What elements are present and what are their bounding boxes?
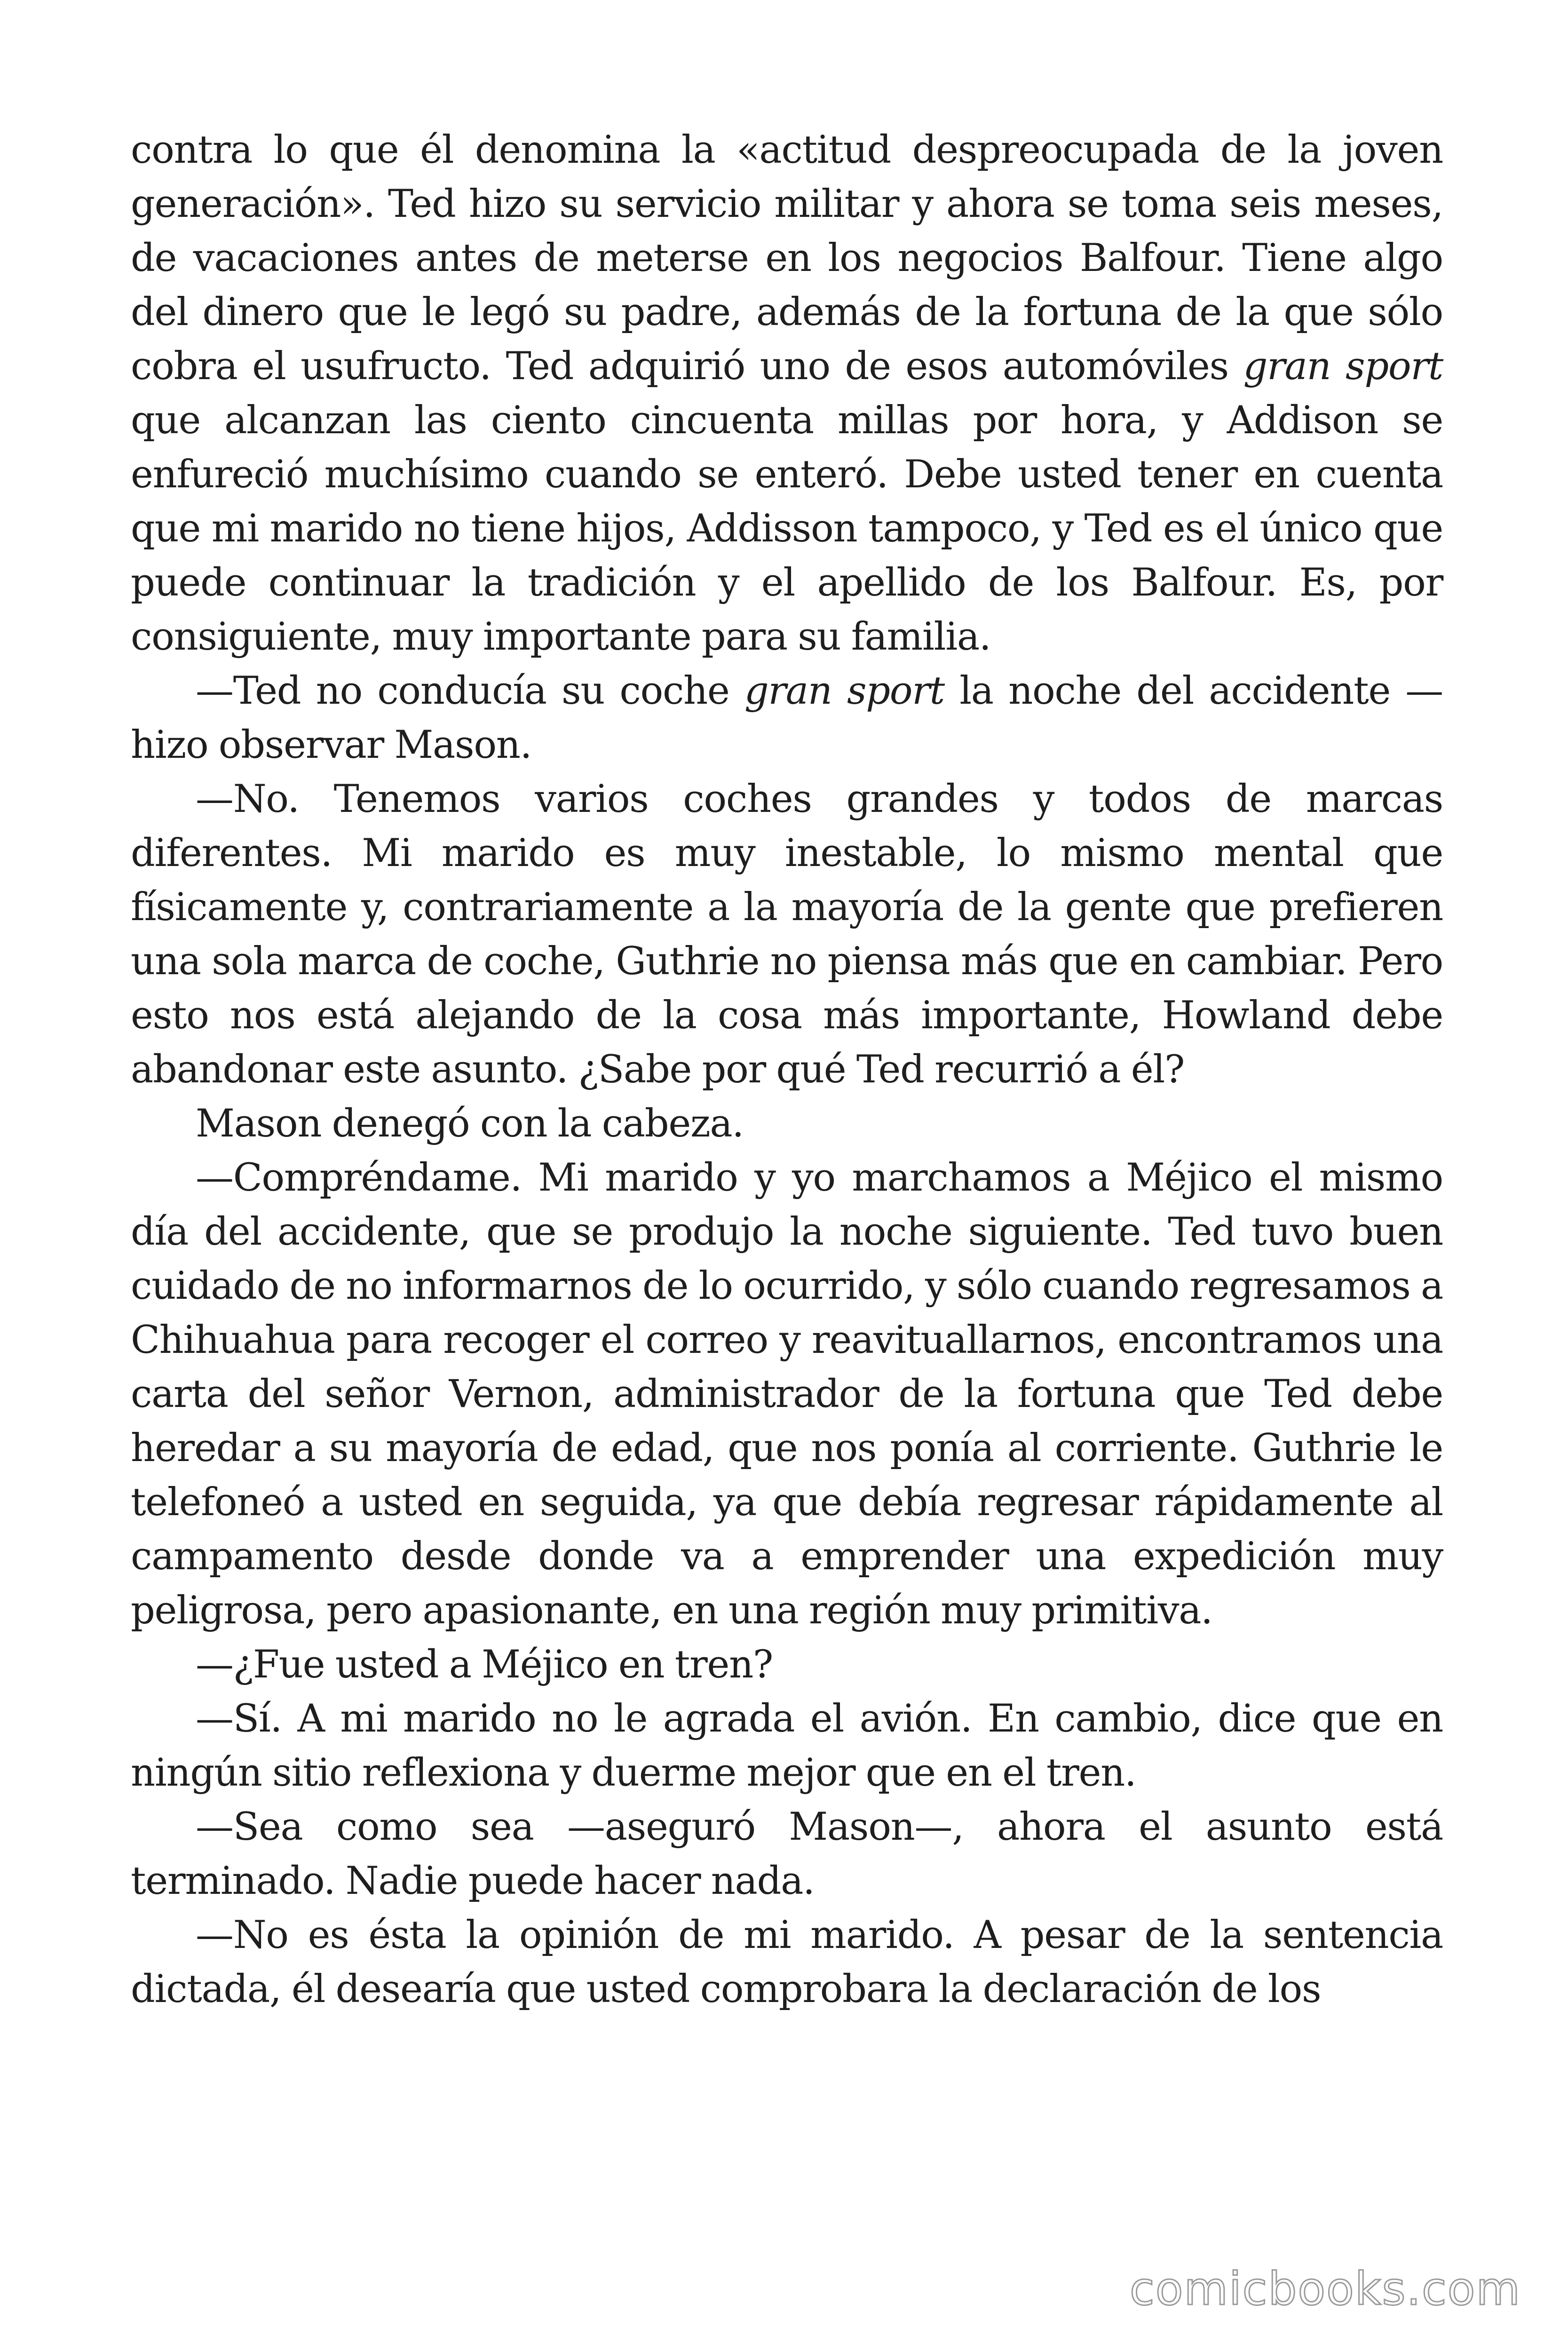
paragraph-6: [131, 1638, 1443, 1692]
paragraph-2: [131, 664, 1443, 772]
paragraph-1-text-a: contra lo que él denomina la «actitud despreocupada de la joven generación». Ted hizo su servicio militar y ahora se toma seis meses, de vacaciones antes de meterse en los negocios Balfour. Tiene algo del dinero que le legó su padre, además de la fortuna de la que sólo cobra el usufructo. Ted adquirió uno de esos automóviles: [131, 128, 1443, 389]
paragraph-1-italic-gran-sport: gran sport: [1243, 344, 1443, 389]
paragraph-7: [131, 1692, 1443, 1800]
paragraph-9-text: —No es ésta la opinión de mi marido. A pesar de la sentencia dictada, él desearía que usted comprobara la declaración de los: [131, 1913, 1443, 2011]
paragraph-2-text-a: —Ted no conducía su coche: [196, 669, 744, 713]
paragraph-1: [131, 123, 1443, 664]
paragraph-4-text: Mason denegó con la cabeza.: [196, 1102, 744, 1146]
paragraph-8: [131, 1800, 1443, 1908]
paragraph-5-text: —Compréndame. Mi marido y yo marchamos a Méjico el mismo día del accidente, que se produjo la noche siguiente. Ted tuvo buen cuidado de no informarnos de lo ocurrido, y sólo cuando regresamos a Chihuahua para recoger el correo y reavituallarnos, encontramos una carta del señor Vernon, administrador de la fortuna que Ted debe heredar a su mayoría de edad, que nos ponía al corriente. Guthrie le telefoneó a usted en seguida, ya que debía regresar rápidamente al campamento desde donde va a emprender una expedición muy peligrosa, pero apasionante, en una región muy primitiva.: [131, 1156, 1443, 1633]
watermark-text: comicbooks.com: [1129, 2263, 1521, 2315]
paragraph-1-text-b: que alcanzan las ciento cincuenta millas por hora, y Addison se enfureció muchísimo cuando se enteró. Debe usted tener en cuenta que mi marido no tiene hijos, Addisson tampoco, y Ted es el único que puede continuar la tradición y el apellido de los Balfour. Es, por consiguiente, muy importante para su familia.: [131, 398, 1443, 659]
paragraph-8-text: —Sea como sea —aseguró Mason—, ahora el asunto está terminado. Nadie puede hacer nada.: [131, 1805, 1443, 1903]
paragraph-3: [131, 772, 1443, 1097]
page-body: [131, 123, 1443, 2017]
paragraph-4: [131, 1097, 1443, 1151]
paragraph-7-text: —Sí. A mi marido no le agrada el avión. En cambio, dice que en ningún sitio reflexiona y duerme mejor que en el tren.: [131, 1697, 1443, 1795]
paragraph-9: [131, 1908, 1443, 2017]
paragraph-2-text-b: la noche del accidente —hizo observar Mason.: [131, 669, 1443, 767]
paragraph-6-text: —¿Fue usted a Méjico en tren?: [196, 1643, 773, 1687]
paragraph-2-italic-gran-sport: gran sport: [744, 669, 944, 713]
paragraph-3-text: —No. Tenemos varios coches grandes y todos de marcas diferentes. Mi marido es muy inestable, lo mismo mental que físicamente y, contrariamente a la mayoría de la gente que prefieren una sola marca de coche, Guthrie no piensa más que en cambiar. Pero esto nos está alejando de la cosa más importante, Howland debe abandonar este asunto. ¿Sabe por qué Ted recurrió a él?: [131, 777, 1443, 1092]
paragraph-5: [131, 1151, 1443, 1638]
